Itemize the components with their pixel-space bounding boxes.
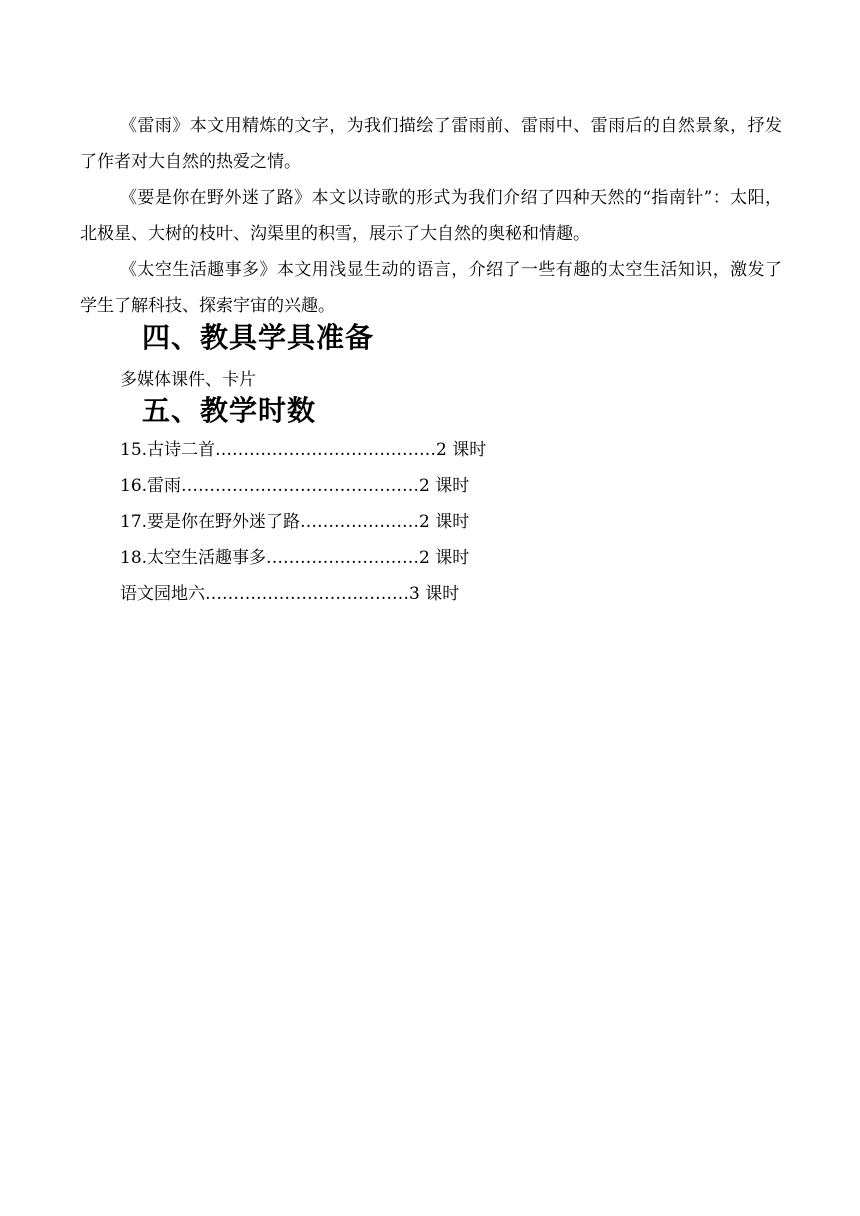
list-item: 16.雷雨……………………………………2 课时 xyxy=(120,476,470,496)
paragraph-lost-in-wild: 《要是你在野外迷了路》本文以诗歌的形式为我们介绍了四种天然的“指南针”：太阳，北极星、大树的枝叶、沟渠里的积雪，展示了大自然的奥秘和情趣。 xyxy=(80,188,782,244)
section-heading-teaching-hours: 五、教学时数 xyxy=(142,394,317,427)
list-item: 18.太空生活趣事多………………………2 课时 xyxy=(120,548,470,568)
list-item: 语文园地六………………………………3 课时 xyxy=(120,584,460,604)
section-heading-teaching-aids: 四、教具学具准备 xyxy=(142,321,375,354)
paragraph-leiyu: 《雷雨》本文用精炼的文字，为我们描绘了雷雨前、雷雨中、雷雨后的自然景象，抒发了作者对大自然的热爱之情。 xyxy=(80,116,782,172)
paragraph-space-life: 《太空生活趣事多》本文用浅显生动的语言，介绍了一些有趣的太空生活知识，激发了学生了解科技、探索宇宙的兴趣。 xyxy=(80,260,782,316)
teaching-hours-list xyxy=(120,432,486,612)
teaching-aids-text: 多媒体课件、卡片 xyxy=(120,370,256,390)
list-item: 15.古诗二首…………………………………2 课时 xyxy=(120,440,487,460)
list-item: 17.要是你在野外迷了路…………………2 课时 xyxy=(120,512,470,532)
